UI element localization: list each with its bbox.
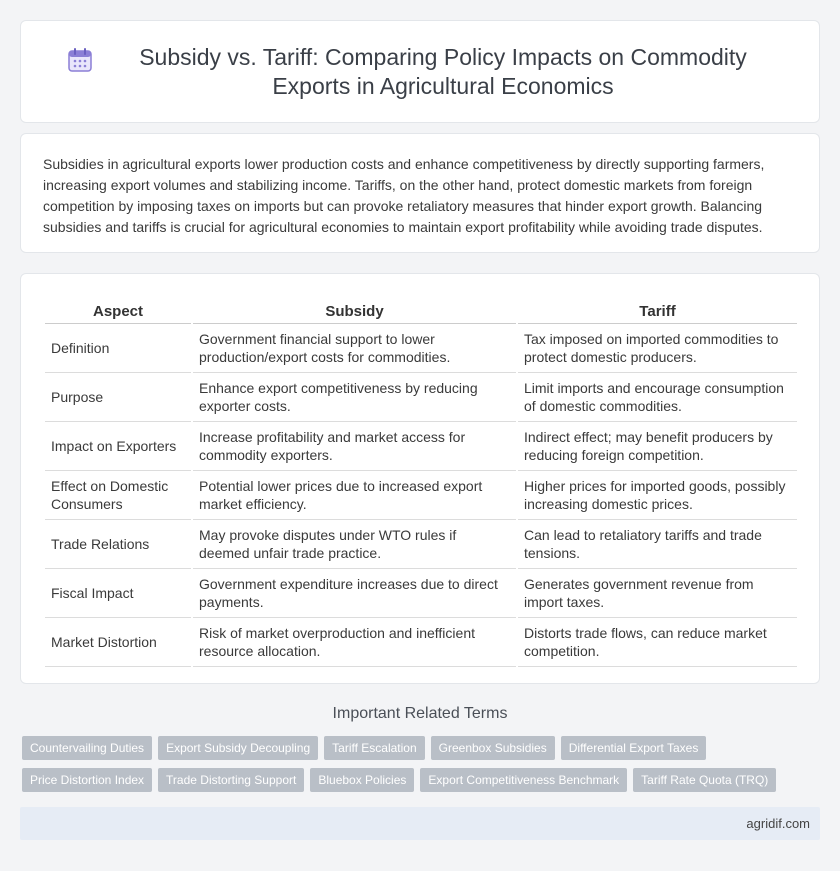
cell-tariff: Generates government revenue from import taxes. xyxy=(518,569,797,618)
related-term-tag[interactable]: Trade Distorting Support xyxy=(158,768,304,792)
table-row xyxy=(45,373,797,422)
header-card xyxy=(20,20,820,123)
related-term-tag[interactable]: Export Subsidy Decoupling xyxy=(158,736,318,760)
table-row xyxy=(45,569,797,618)
cell-tariff: Indirect effect; may benefit producers by reducing foreign competition. xyxy=(518,422,797,471)
cell-tariff: Higher prices for imported goods, possibly increasing domestic prices. xyxy=(518,471,797,520)
related-term-tag[interactable]: Export Competitiveness Benchmark xyxy=(420,768,627,792)
cell-subsidy: Risk of market overproduction and inefficient resource allocation. xyxy=(193,618,516,667)
related-term-tag[interactable]: Price Distortion Index xyxy=(22,768,152,792)
table-row xyxy=(45,520,797,569)
cell-tariff: Tax imposed on imported commodities to protect domestic producers. xyxy=(518,324,797,373)
table-row xyxy=(45,324,797,373)
related-term-tag[interactable]: Tariff Rate Quota (TRQ) xyxy=(633,768,776,792)
cell-aspect: Fiscal Impact xyxy=(45,569,191,618)
cell-aspect: Definition xyxy=(45,324,191,373)
comparison-table xyxy=(43,294,799,667)
cell-aspect: Impact on Exporters xyxy=(45,422,191,471)
cell-aspect: Market Distortion xyxy=(45,618,191,667)
cell-subsidy: Government expenditure increases due to direct payments. xyxy=(193,569,516,618)
footer xyxy=(20,807,820,840)
table-row xyxy=(45,618,797,667)
summary-text: Subsidies in agricultural exports lower production costs and enhance competitiveness by directly supporting farmers, increasing export volumes and stabilizing income. Tariffs, on the other hand, protect domestic markets from foreign competition by imposing taxes on imports but can provoke retaliatory measures that hinder export growth. Balancing subsidies and tariffs is crucial for agricultural economies to maintain export profitability while avoiding trade disputes. xyxy=(43,156,765,235)
column-header-aspect: Aspect xyxy=(45,294,191,324)
related-terms-heading: Important Related Terms xyxy=(332,705,508,722)
cell-aspect: Effect on Domestic Consumers xyxy=(45,471,191,520)
cell-subsidy: Enhance export competitiveness by reducing exporter costs. xyxy=(193,373,516,422)
cell-subsidy: Government financial support to lower production/export costs for commodities. xyxy=(193,324,516,373)
cell-subsidy: Potential lower prices due to increased export market efficiency. xyxy=(193,471,516,520)
related-term-tag[interactable]: Bluebox Policies xyxy=(310,768,414,792)
cell-tariff: Limit imports and encourage consumption of domestic commodities. xyxy=(518,373,797,422)
cell-subsidy: Increase profitability and market access for commodity exporters. xyxy=(193,422,516,471)
footer-site-link[interactable]: agridif.com xyxy=(746,816,810,831)
related-term-tag[interactable]: Greenbox Subsidies xyxy=(431,736,555,760)
cell-aspect: Purpose xyxy=(45,373,191,422)
cell-tariff: Distorts trade flows, can reduce market competition. xyxy=(518,618,797,667)
related-terms-list xyxy=(22,736,822,800)
column-header-tariff: Tariff xyxy=(518,294,797,324)
summary-card xyxy=(20,133,820,253)
table-header-row xyxy=(45,294,797,324)
table-row xyxy=(45,422,797,471)
cell-subsidy: May provoke disputes under WTO rules if deemed unfair trade practice. xyxy=(193,520,516,569)
page-title: Subsidy vs. Tariff: Comparing Policy Impacts on Commodity Exports in Agricultural Economics xyxy=(139,43,747,99)
comparison-table-card xyxy=(20,273,820,684)
related-term-tag[interactable]: Tariff Escalation xyxy=(324,736,425,760)
calendar-icon xyxy=(67,47,93,73)
related-term-tag[interactable]: Countervailing Duties xyxy=(22,736,152,760)
table-row xyxy=(45,471,797,520)
related-term-tag[interactable]: Differential Export Taxes xyxy=(561,736,707,760)
cell-aspect: Trade Relations xyxy=(45,520,191,569)
cell-tariff: Can lead to retaliatory tariffs and trade tensions. xyxy=(518,520,797,569)
column-header-subsidy: Subsidy xyxy=(193,294,516,324)
